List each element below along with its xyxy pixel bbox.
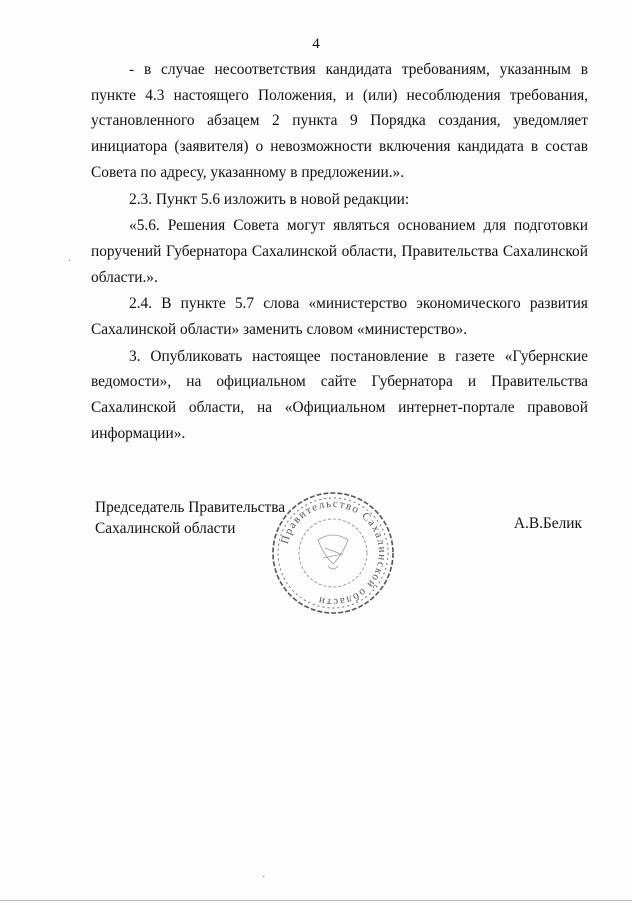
paragraph-notification: - в случае несоответствия кандидата требованиям, указанным в пункте 4.3 настоящего Положения, и (или) несоблюдения требования, установленного абзацем 2 пункта 9 Порядка создания, уведомляет инициатора (заявителя) о невозможности включения кандидата в состав Совета по адресу, указанному в предложении.». [91,61,588,181]
seal-emblem [318,535,348,569]
signatory-position [95,497,285,539]
scan-edge-line [0,900,632,901]
official-seal [268,488,398,618]
page-number: 4 [312,36,320,52]
paragraph-item-2-3: 2.3. Пункт 5.6 изложить в новой редакции: [129,190,410,208]
signatory-position-line2: Сахалинской области [95,520,236,537]
paragraph-item-5-6: «5.6. Решения Совета могут являться основанием для подготовки поручений Губернатора Сахалинской области, Правительства Сахалинской области.». [91,217,588,286]
signatory-position-line1: Председатель Правительства [95,499,286,516]
document-body [91,57,588,447]
scan-dot: · [262,872,266,883]
signatory-name: А.В.Белик [513,515,582,532]
paragraph-item-3: 3. Опубликовать настоящее постановление в газете «Губернские ведомости», на официальном сайте Губернатора и Правительства Сахалинской области, на «Официальном интернет-портале правовой информации». [91,347,588,442]
margin-dot: · [68,256,72,267]
paragraph-item-2-4: 2.4. В пункте 5.7 слова «министерство экономического развития Сахалинской области» заменить словом «министерство». [91,295,588,339]
seal-text: Правительство Сахалинской области [278,497,389,609]
svg-text:Правительство Сахалинской обла [279,498,388,608]
